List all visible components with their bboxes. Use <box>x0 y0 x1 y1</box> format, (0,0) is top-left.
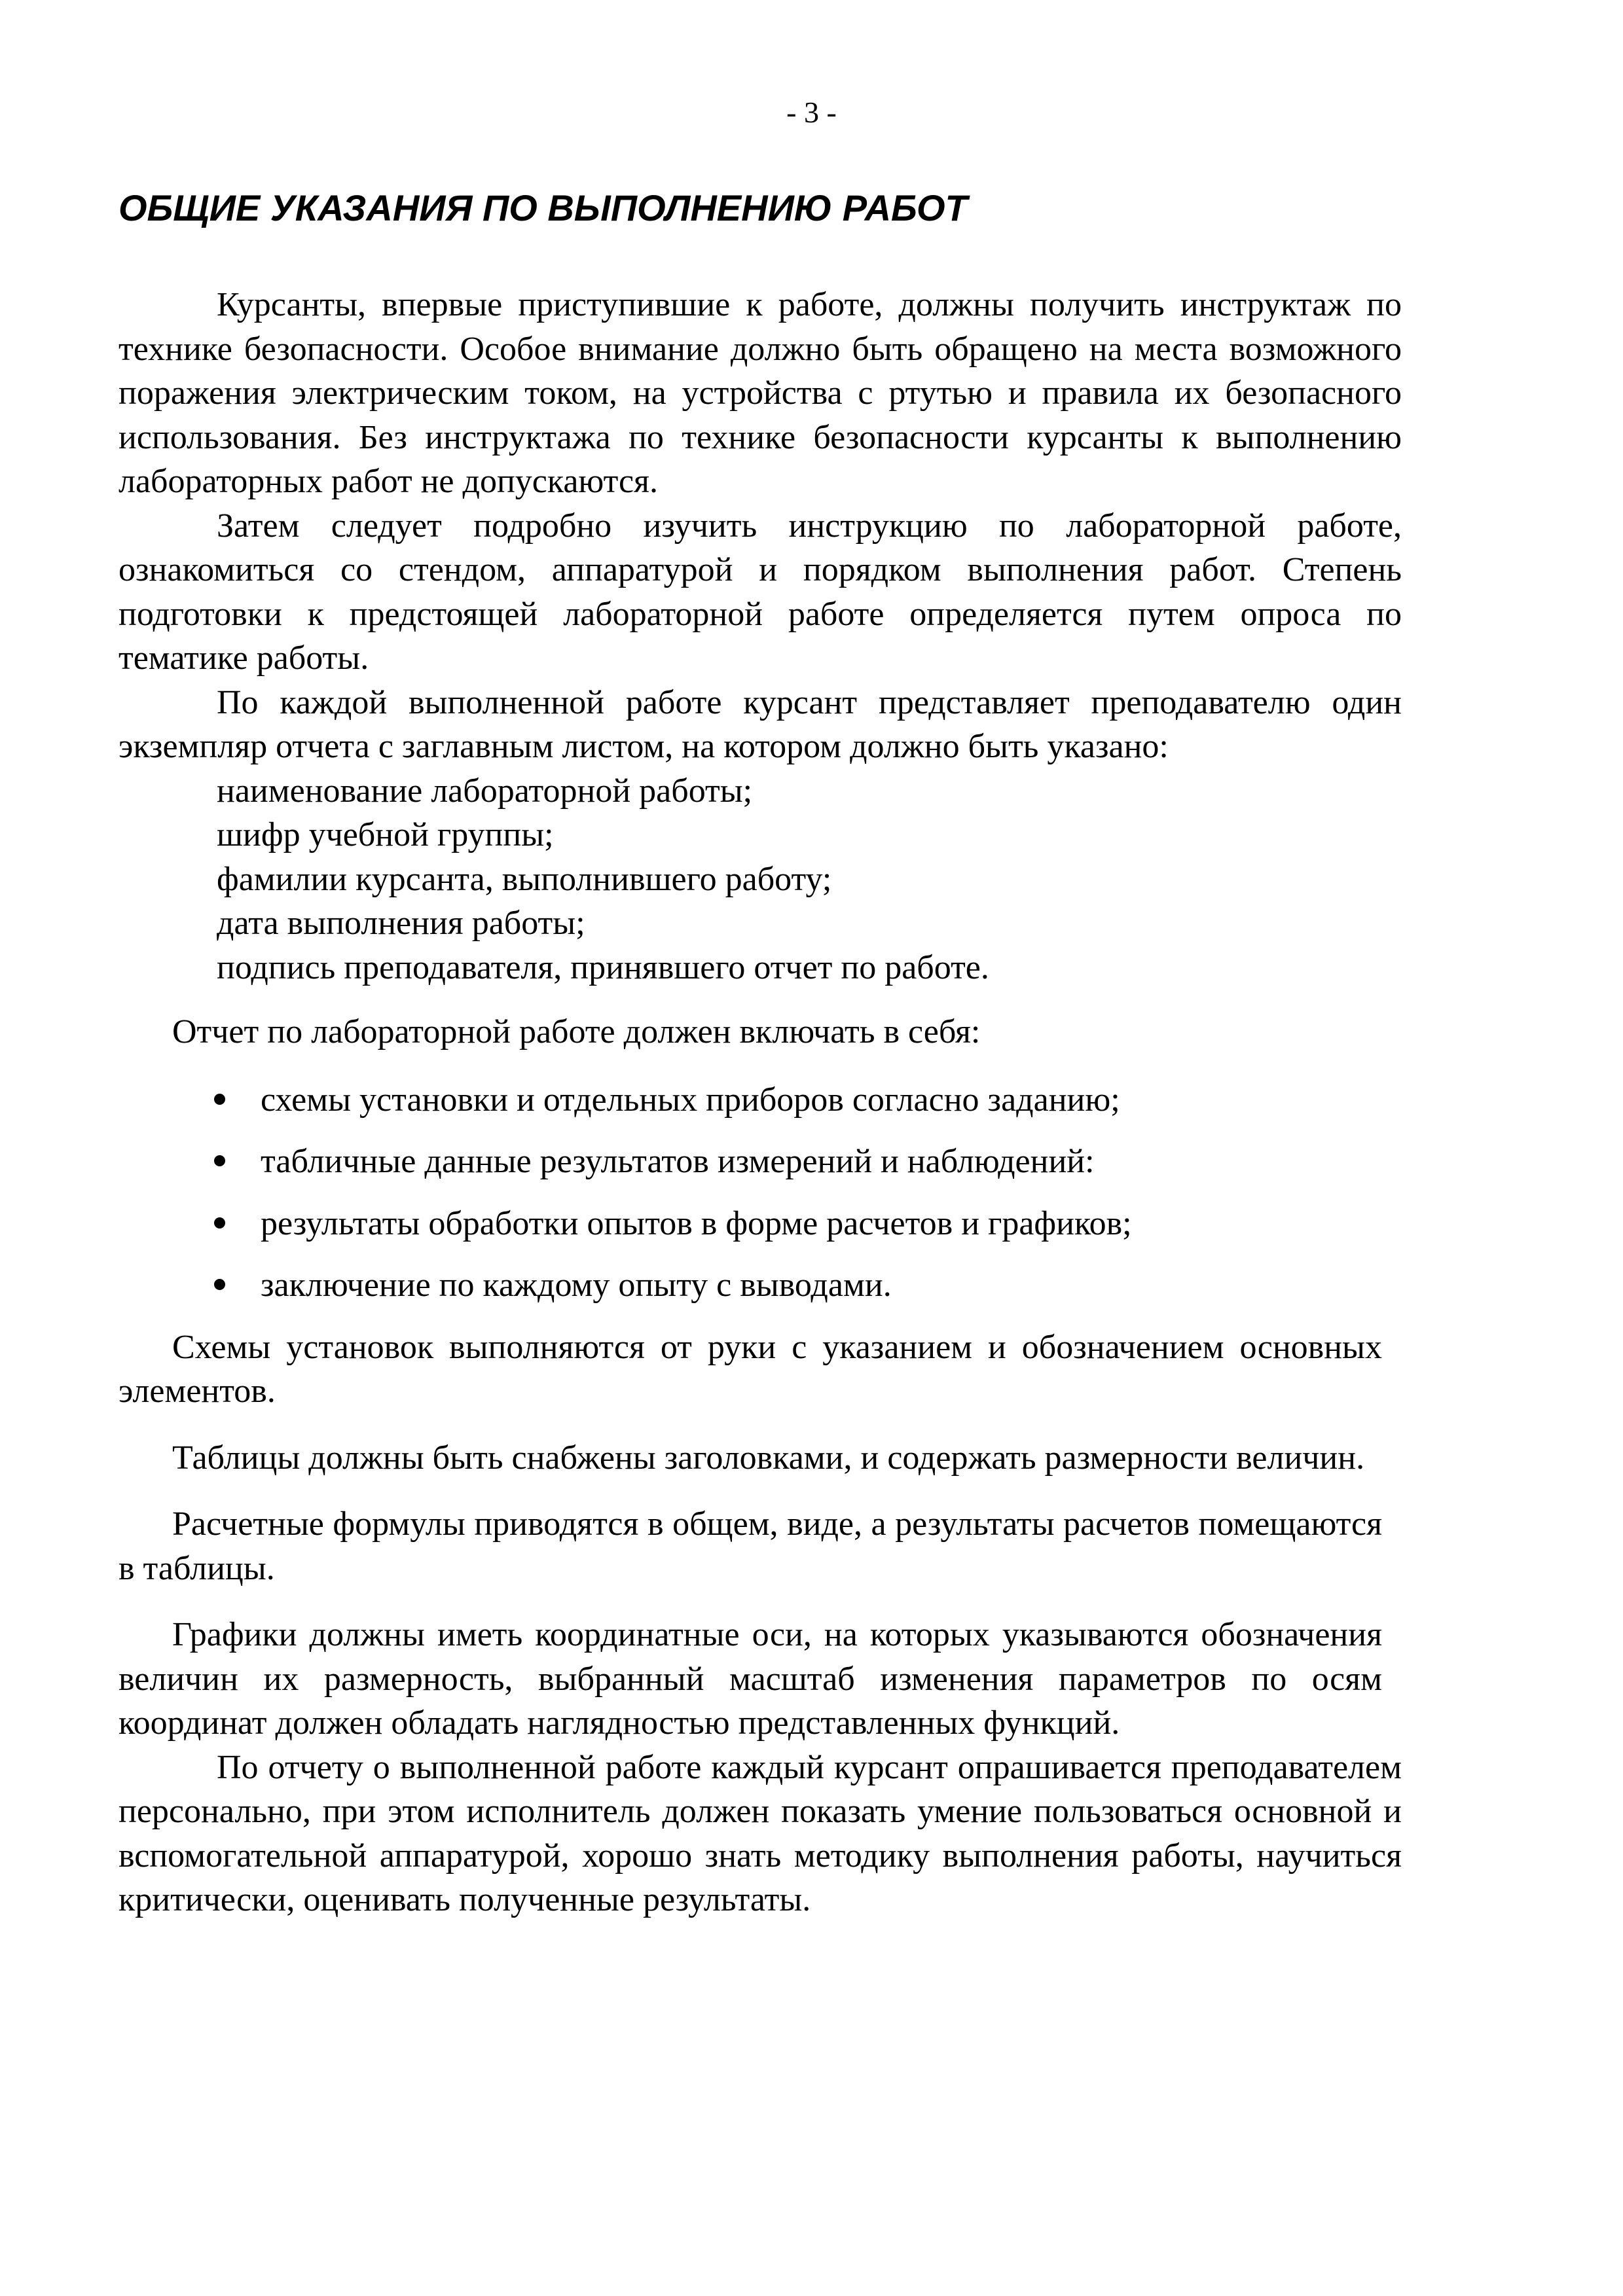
bullet-item <box>119 1202 1402 1246</box>
bullet-text: схемы установки и отдельных приборов согласно заданию; <box>261 1081 1120 1119</box>
bullet-icon <box>214 1217 225 1229</box>
list-item: шифр учебной группы; <box>217 816 554 853</box>
paragraph-schemes: Схемы установок выполняются от руки с указанием и обозначением основных элементов. <box>119 1328 1382 1410</box>
paragraph-safety-briefing: Курсанты, впервые приступившие к работе, должны получить инструктаж по технике безопасности. Особое внимание должно быть обращено на места возможного поражения электрическим током, на устройства с ртутью и правила их безопасного использования. Без инструктажа по технике безопасности курсанты к выполнению лабораторных работ не допускаются. <box>119 286 1402 500</box>
bullet-icon <box>214 1155 225 1166</box>
bullet-text: табличные данные результатов измерений и наблюдений: <box>261 1143 1095 1180</box>
paragraph-report-defense: По отчету о выполненной работе каждый курсант опрашивается преподавателем персонально, при этом исполнитель должен показать умение пользоваться основной и вспомогательной аппаратурой, хорошо знать методику выполнения работы, научиться критически, оценивать полученные результаты. <box>119 1748 1402 1918</box>
section-heading: ОБЩИЕ УКАЗАНИЯ ПО ВЫПОЛНЕНИЮ РАБОТ <box>119 187 968 228</box>
paragraph-formulas: Расчетные формулы приводятся в общем, виде, а результаты расчетов помещаются в таблицы. <box>119 1505 1382 1587</box>
bullet-text: результаты обработки опытов в форме расчетов и графиков; <box>261 1204 1132 1242</box>
bullet-icon <box>214 1279 225 1290</box>
bullet-item <box>119 1078 1402 1122</box>
bullet-item <box>119 1139 1402 1184</box>
paragraph-tables: Таблицы должны быть снабжены заголовками, и содержать размерности величин. <box>172 1439 1365 1477</box>
bullet-item <box>119 1263 1402 1308</box>
report-contents-bullet-list <box>119 1078 1402 1308</box>
bullet-text: заключение по каждому опыту с выводами. <box>261 1266 892 1304</box>
title-page-items-list <box>119 769 1402 990</box>
paragraph-report-contents: Отчет по лабораторной работе должен включать в себя: <box>172 1013 981 1050</box>
list-item: наименование лабораторной работы; <box>217 772 753 810</box>
list-item: фамилии курсанта, выполнившего работу; <box>217 860 832 898</box>
list-item: дата выполнения работы; <box>217 905 585 942</box>
body-text <box>119 283 1402 1922</box>
page-number: - 3 - <box>786 96 837 129</box>
bullet-icon <box>214 1094 225 1105</box>
paragraph-study-instructions: Затем следует подробно изучить инструкцию по лабораторной работе, ознакомиться со стендом, аппаратурой и порядком выполнения работ. Степень подготовки к предстоящей лабораторной работе определяется путем опроса по тематике работы. <box>119 507 1402 677</box>
paragraph-graphs: Графики должны иметь координатные оси, на которых указываются обозначения величин их размерность, выбранный масштаб изменения параметров по осям координат должен обладать наглядностью представленных функций. <box>119 1616 1382 1742</box>
paragraph-report-submission: По каждой выполненной работе курсант представляет преподавателю один экземпляр отчета с заглавным листом, на котором должно быть указано: <box>119 683 1402 765</box>
list-item: подпись преподавателя, принявшего отчет по работе. <box>217 948 989 986</box>
